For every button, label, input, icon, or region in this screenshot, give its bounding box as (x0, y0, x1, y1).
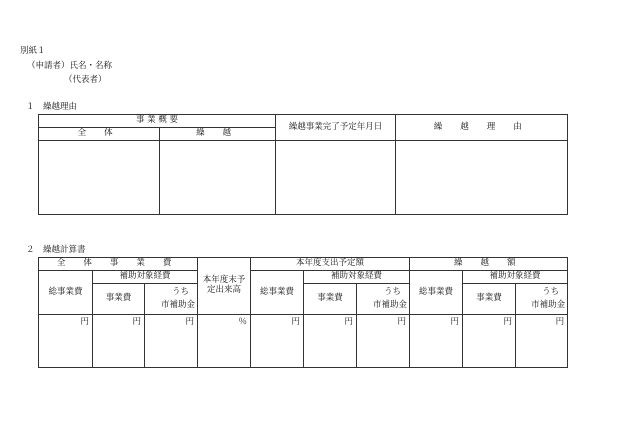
section1-title: １ 繰越理由 (26, 102, 78, 112)
representative-label: （代表者） (64, 75, 107, 85)
project-cost-header-2: 事業費 (304, 284, 357, 315)
carry-project-cost-cell[interactable]: 円 (463, 315, 516, 368)
city-subsidy-label: 市補助金 (161, 300, 196, 310)
city-subsidy-label: 市補助金 (373, 300, 408, 310)
of-which-label: うち (384, 287, 402, 298)
city-subsidy-header-1 (145, 284, 198, 315)
city-subsidy-label: 市補助金 (531, 300, 566, 310)
of-which-label: うち (542, 287, 560, 298)
current-year-expense-header: 本年度支出予定額 (251, 258, 410, 271)
current-total-cost-cell[interactable]: 円 (251, 315, 304, 368)
applicant-label: （申請者）氏名・名称 (27, 61, 113, 71)
carryover-cell[interactable] (160, 141, 276, 215)
carryover-reason-table (38, 114, 568, 215)
project-cost-cell[interactable]: 円 (93, 315, 145, 368)
project-cost-header-3: 事業費 (463, 284, 516, 315)
city-subsidy-header-3 (516, 284, 568, 315)
carry-total-cost-cell[interactable]: 円 (410, 315, 463, 368)
current-project-cost-cell[interactable]: 円 (304, 315, 357, 368)
city-subsidy-cell[interactable]: 円 (145, 315, 198, 368)
total-cost-cell[interactable]: 円 (39, 315, 93, 368)
carryover-calc-table (38, 257, 568, 368)
subsidy-cost-header-1: 補助対象経費 (93, 271, 198, 284)
total-cost-header-2: 総事業費 (251, 271, 304, 315)
current-city-subsidy-cell[interactable]: 円 (357, 315, 410, 368)
progress-rate-cell[interactable]: ％ (198, 315, 251, 368)
subsidy-cost-header-2: 補助対象経費 (304, 271, 410, 284)
attachment-label: 別紙１ (20, 46, 46, 56)
carry-city-subsidy-cell[interactable]: 円 (516, 315, 568, 368)
whole-header: 全 体 (39, 128, 160, 141)
reason-cell[interactable] (396, 141, 568, 215)
total-project-cost-header: 全 体 事 業 費 (39, 258, 198, 271)
completion-date-cell[interactable] (276, 141, 396, 215)
progress-rate-header: 本年度末予定出来高 (198, 258, 251, 315)
total-cost-header-3: 総事業費 (410, 271, 463, 315)
total-cost-header-1: 総事業費 (39, 271, 93, 315)
section2-title: ２ 繰越計算書 (26, 245, 86, 255)
of-which-label: うち (172, 287, 190, 298)
city-subsidy-header-2 (357, 284, 410, 315)
whole-cell[interactable] (39, 141, 160, 215)
completion-date-header: 繰越事業完了予定年月日 (276, 115, 396, 141)
carryover-reason-header: 繰 越 理 由 (396, 115, 568, 141)
project-overview-header: 事 業 概 要 (39, 115, 276, 128)
project-cost-header-1: 事業費 (93, 284, 145, 315)
carryover-header: 繰 越 (160, 128, 276, 141)
subsidy-cost-header-3: 補助対象経費 (463, 271, 568, 284)
carryover-amount-header: 繰 越 額 (410, 258, 568, 271)
